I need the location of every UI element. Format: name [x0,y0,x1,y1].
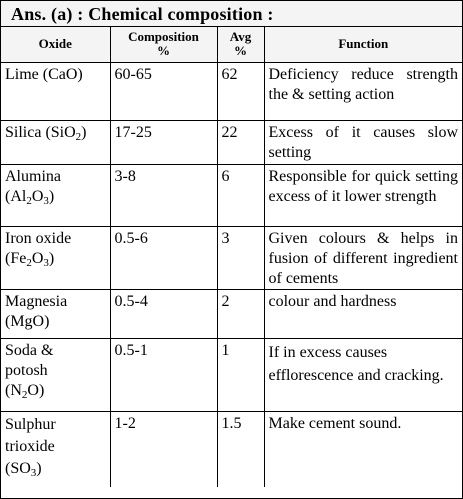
oxide-name: Lime (CaO) [5,65,83,83]
table-row [1,411,462,487]
oxide-cell [1,62,110,120]
oxide-cell [1,226,110,289]
column-header-function: Function [264,27,462,62]
oxide-name-line2: trioxide [5,437,55,455]
oxide-cell [1,338,110,411]
function-cell: colour and hardness [264,289,462,338]
oxide-formula: (SO [5,459,31,477]
oxide-name-line2: potosh [5,361,48,379]
composition-cell: 1-2 [110,411,217,487]
composition-cell: 0.5-1 [110,338,217,411]
function-cell: Given colours & helps in fusion of different ingredient of cements [264,226,462,289]
oxide-suffix: ) [48,187,55,205]
answer-heading: Ans. (a) : Chemical composition : [1,1,462,27]
oxide-name: Sulphur [5,415,56,433]
avg-cell: 1 [217,338,264,411]
oxide-suffix: O) [27,381,45,399]
column-header-composition: Composition % [110,27,217,62]
table-header-row [1,27,462,62]
avg-cell: 22 [217,120,264,164]
composition-cell: 60-65 [110,62,217,120]
oxide-formula: (Al [5,187,27,205]
oxide-cell [1,164,110,226]
function-cell: Responsible for quick setting excess of it lower strength [264,164,462,226]
oxide-suffix: ) [48,249,55,267]
table-row [1,164,462,226]
table-row [1,226,462,289]
oxide-subscript: 3 [43,256,49,269]
table-row [1,120,462,164]
avg-cell: 1.5 [217,411,264,487]
composition-cell: 0.5-6 [110,226,217,289]
oxide-name: Soda & [5,341,54,359]
function-cell: If in excess causes efflorescence and cracking. [264,338,462,411]
oxide-name: Silica (SiO [5,123,76,141]
composition-cell: 3-8 [110,164,217,226]
composition-cell: 0.5-4 [110,289,217,338]
table-row [1,289,462,338]
oxide-name: Alumina [5,167,61,185]
oxide-subscript: 3 [43,194,49,207]
oxide-subscript: 2 [21,388,28,401]
oxide-formula-mid: O [31,249,44,267]
column-header-avg: Avg % [217,27,264,62]
oxide-subscript: 2 [26,256,32,269]
column-header-oxide: Oxide [1,27,110,62]
avg-cell: 6 [217,164,264,226]
oxide-suffix: ) [81,123,87,141]
composition-cell: 17-25 [110,120,217,164]
oxide-name: Iron oxide [5,229,72,247]
table-row [1,62,462,120]
oxide-subscript: 2 [26,194,32,207]
avg-cell: 62 [217,62,264,120]
oxide-subscript: 2 [75,130,82,143]
function-cell: Excess of it causes slow setting [264,120,462,164]
oxide-formula: (MgO) [5,312,50,330]
oxide-cell [1,289,110,338]
composition-table [1,27,462,487]
oxide-subscript: 3 [30,466,37,479]
function-cell: Deficiency reduce strength the & setting action [264,62,462,120]
oxide-suffix: ) [36,459,42,477]
oxide-name: Magnesia [5,292,68,310]
avg-cell: 3 [217,226,264,289]
avg-cell: 2 [217,289,264,338]
table-row [1,338,462,411]
oxide-cell [1,411,110,487]
oxide-formula: (Fe [5,249,27,267]
function-cell: Make cement sound. [264,411,462,487]
oxide-cell [1,120,110,164]
oxide-formula-mid: O [31,187,44,205]
oxide-formula: (N [5,381,22,399]
